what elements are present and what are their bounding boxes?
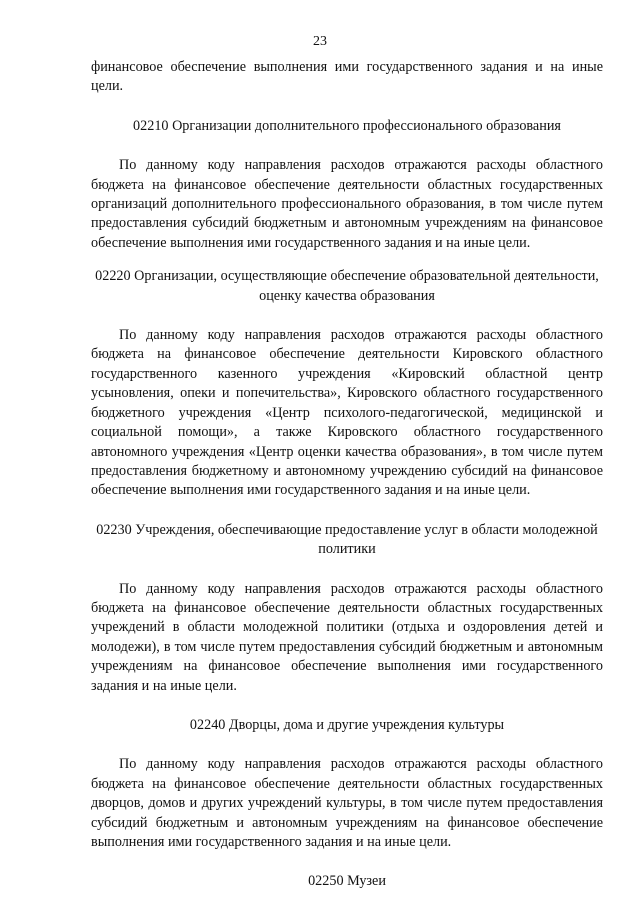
paragraph-02240: По данному коду направления расходов отражаются расходы областного бюджета на финансовое обеспечение деятельности областных государственных дворцов, домов и других учреждений культуры, в том числе путем предоставления субсидий бюджетным и автономным учреждениям на финансовое обеспечение выполнения ими государственного задания и на иные цели. bbox=[91, 756, 603, 850]
section-heading-02210: 02210 Организации дополнительного профессионального образования bbox=[133, 117, 561, 134]
spacer bbox=[91, 501, 603, 521]
paragraph-02220: По данному коду направления расходов отражаются расходы областного бюджета на финансовое обеспечение деятельности Кировского областного государственного казенного учреждения «Кировский областной центр усыновления, опеки и попечительства», Кировского областного государственного бюджетного учреждения «Центр психолого-педагогической, медицинской и социальной помощи», а также Кировского областного государственного автономного учреждения «Центр оценки качества образования», в том числе путем предоставления бюджетному и автономному учреждению субсидий на финансовое обеспечение выполнения ими государственного задания и на иные цели. bbox=[91, 327, 603, 499]
spacer bbox=[91, 696, 603, 716]
spacer bbox=[91, 852, 603, 872]
paragraph-02230: По данному коду направления расходов отражаются расходы областного бюджета на финансовое обеспечение деятельности областных государственных учреждений в области молодежной политики (отдыха и оздоровления детей и молодежи), в том числе путем предоставления субсидий бюджетным и автономным учреждениям на финансовое обеспечение выполнения ими государственного задания и на иные цели. bbox=[91, 580, 603, 694]
document-body bbox=[91, 58, 603, 892]
section-heading-02230: 02230 Учреждения, обеспечивающие предоставление услуг в области молодежной политики bbox=[96, 521, 598, 558]
section-heading-02220: 02220 Организации, осуществляющие обеспечение образовательной деятельности, оценку качества образования bbox=[95, 268, 599, 304]
spacer bbox=[91, 306, 603, 326]
spacer bbox=[91, 253, 603, 267]
page-number: 23 bbox=[313, 34, 327, 49]
paragraph-02210: По данному коду направления расходов отражаются расходы областного бюджета на финансовое обеспечение деятельности областных государственных организаций дополнительного профессионального образования, в том числе путем предоставления субсидий бюджетным и автономным учреждениям на финансовое обеспечение выполнения ими государственного задания и на иные цели. bbox=[91, 157, 603, 251]
paragraph-continuation: финансовое обеспечение выполнения ими государственного задания и на иные цели. bbox=[91, 59, 603, 95]
spacer bbox=[91, 97, 603, 117]
spacer bbox=[91, 136, 603, 156]
spacer bbox=[91, 735, 603, 755]
section-heading-02240: 02240 Дворцы, дома и другие учреждения культуры bbox=[189, 716, 505, 733]
section-heading-02250: 02250 Музеи bbox=[308, 873, 386, 890]
spacer bbox=[91, 560, 603, 580]
